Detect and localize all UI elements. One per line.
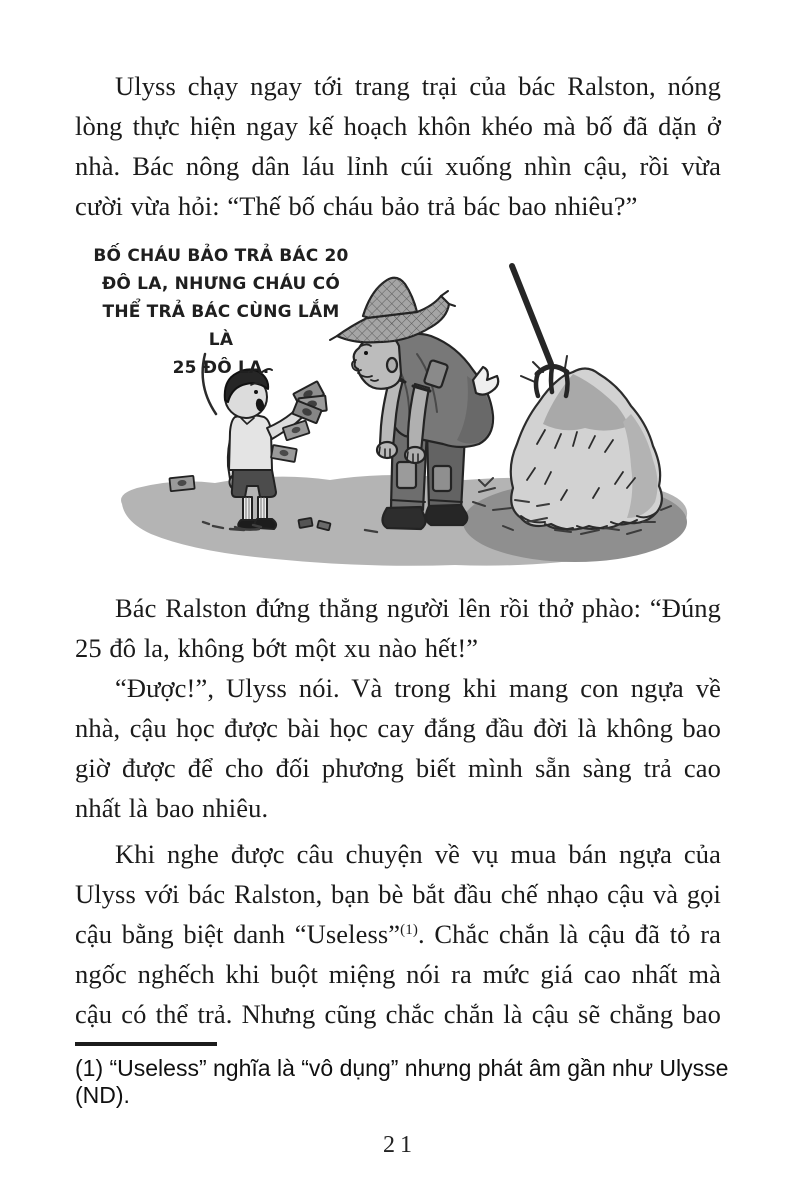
text-column xyxy=(75,66,721,1034)
illustration xyxy=(75,234,721,574)
footnote-divider xyxy=(75,1042,217,1046)
speech-line: 25 ĐÔ LA. xyxy=(172,358,270,378)
footnote-reference: (1) xyxy=(400,922,418,938)
paragraph-4-text: . Chắc chắn là cậu đã tỏ ra ngốc nghếch khi buột miệng nói ra mức giá cao nhất mà cậu có thể trả. Nhưng cũng chắc chắn là cậu sẽ chẳng bao xyxy=(75,919,721,1029)
speech-line: BỐ CHÁU BẢO TRẢ BÁC 20 xyxy=(93,246,349,266)
speech-bubble-text xyxy=(93,242,349,382)
speech-line: THỂ TRẢ BÁC CÙNG LẮM LÀ xyxy=(102,302,340,350)
page-number: 21 xyxy=(383,1132,417,1158)
paragraph-4-text: Khi nghe được câu chuyện về vụ mua bán ngựa của Ulyss với bác Ralston, bạn bè bắt đầu chế nhạo cậu và gọi cậu bằng biệt danh “Useless” xyxy=(75,839,721,949)
paragraph-4 xyxy=(75,834,721,1034)
paragraph-3: “Được!”, Ulyss nói. Và trong khi mang con ngựa về nhà, cậu học được bài học cay đắng đầu đời là không bao giờ được để cho đối phương biết mình sẵn sàng trả cao nhất là bao nhiêu. xyxy=(75,673,721,823)
footnote-text: (1) “Useless” nghĩa là “vô dụng” nhưng phát âm gần như Ulysse (ND). xyxy=(75,1055,729,1108)
paragraph-2: Bác Ralston đứng thẳng người lên rồi thở phào: “Đúng 25 đô la, không bớt một xu nào hết!” xyxy=(75,593,721,663)
haystack xyxy=(511,354,662,530)
speech-line: ĐÔ LA, NHƯNG CHÁU CÓ xyxy=(101,274,341,294)
paragraph-1: Ulyss chạy ngay tới trang trại của bác Ralston, nóng lòng thực hiện ngay kế hoạch khôn khéo mà bố đã dặn ở nhà. Bác nông dân láu lỉnh cúi xuống nhìn cậu, rồi vừa cười vừa hỏi: “Thế bố cháu bảo trả bác bao nhiêu?” xyxy=(75,71,721,221)
footnote xyxy=(75,1042,730,1109)
